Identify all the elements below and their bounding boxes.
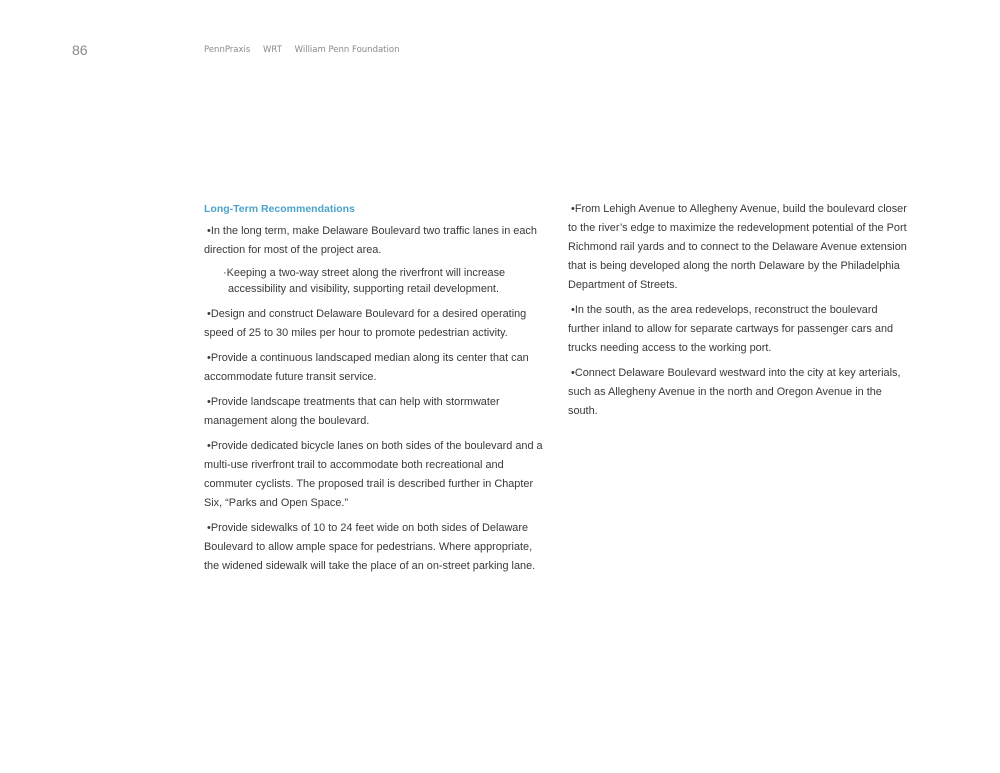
bullet-item: • Provide sidewalks of 10 to 24 feet wide on both sides of Delaware Boulevard to allow ample space for pedestrians. Where appropriate, the widened sidewalk will take the place of an on-street parking lane. [204,519,544,576]
bullet-item: • Design and construct Delaware Boulevard for a desired operating speed of 25 to 30 miles per hour to promote pedestrian activity. [204,305,544,343]
left-column [204,201,544,582]
bullet-item: • In the south, as the area redevelops, reconstruct the boulevard further inland to allow for separate cartways for passenger cars and trucks needing access to the working port. [568,301,908,358]
bullet-item: • Provide a continuous landscaped median along its center that can accommodate future transit service. [204,349,544,387]
sub-bullet-item: · Keeping a two-way street along the riverfront will increase accessibility and visibility, supporting retail development. [228,265,544,297]
header-item: WRT [263,45,282,55]
bullet-item: • Provide dedicated bicycle lanes on both sides of the boulevard and a multi-use riverfront trail to accommodate both recreational and commuter cyclists. The proposed trail is described further in Chapter Six, “Parks and Open Space.” [204,437,544,513]
bullet-item: • Provide landscape treatments that can help with stormwater management along the boulevard. [204,393,544,431]
bullet-item: • Connect Delaware Boulevard westward into the city at key arterials, such as Allegheny Avenue in the north and Oregon Avenue in the south. [568,364,908,421]
bullet-item: • In the long term, make Delaware Boulevard two traffic lanes in each direction for most of the project area. [204,222,544,260]
page-number: 86 [72,42,88,58]
section-title: Long-Term Recommendations [204,203,355,215]
right-column [568,200,908,427]
header-item: William Penn Foundation [294,45,400,55]
running-header [204,45,409,55]
bullet-item: • From Lehigh Avenue to Allegheny Avenue, build the boulevard closer to the river’s edge to maximize the redevelopment potential of the Port Richmond rail yards and to connect to the Delaware Avenue extension that is being developed along the north Delaware by the Philadelphia Department of Streets. [568,200,908,295]
header-item: PennPraxis [204,45,251,55]
